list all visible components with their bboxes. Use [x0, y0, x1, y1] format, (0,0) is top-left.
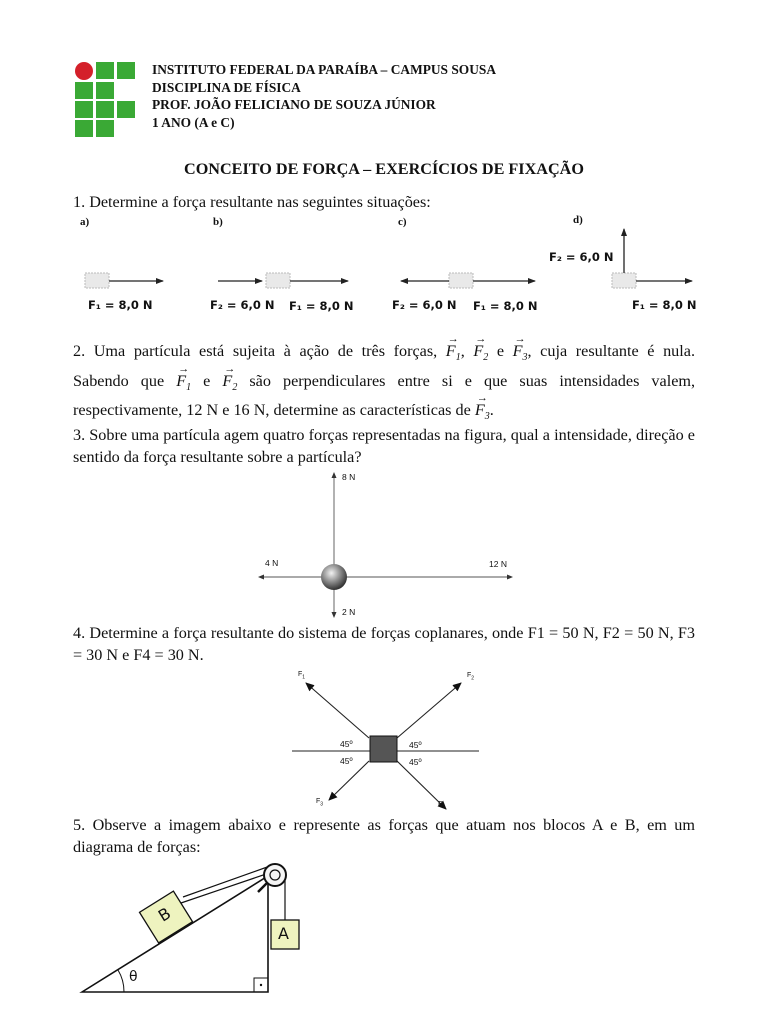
- panel-a-tag: a): [80, 216, 90, 228]
- panel-c-f1-label: F₁ = 8,0 N: [473, 299, 538, 313]
- panel-b-tag: b): [213, 216, 223, 228]
- q4-angle-lr: 45º: [409, 757, 422, 767]
- theta-label: θ: [129, 969, 138, 985]
- panel-c-f2-label: F₂ = 6,0 N: [392, 298, 457, 312]
- vector-f3: → $F_3$: [512, 333, 528, 364]
- panel-b-f1-label: F₁ = 8,0 N: [289, 299, 354, 313]
- header-line-institution: INSTITUTO FEDERAL DA PARAÍBA – CAMPUS SOUSA: [152, 62, 497, 77]
- panel-b-f2-label: F₂ = 6,0 N: [210, 298, 275, 312]
- force-down-label: 2 N: [342, 607, 356, 617]
- header-line-discipline: DISCIPLINA DE FÍSICA: [152, 79, 301, 95]
- header-line-class: 1 ANO (A e C): [152, 114, 235, 130]
- panel-c-tag: c): [398, 216, 407, 228]
- force-right-label: 12 N: [489, 559, 507, 569]
- header-line-professor: PROF. JOÃO FELICIANO DE SOUZA JÚNIOR: [152, 97, 436, 113]
- block-b-label: B: [154, 903, 175, 926]
- q4-angle-ur: 45º: [409, 740, 422, 750]
- force-left-label: 4 N: [265, 558, 279, 568]
- panel-d-tag: d): [573, 214, 583, 226]
- q4-f1-label: $F_1$: [298, 671, 306, 681]
- q4-angle-ul: 45º: [340, 739, 353, 749]
- question-3-text: 3. Sobre uma partícula agem quatro forças representadas na figura, qual a intensidade, direção e sentido da força resultante sobre a partícula?: [73, 426, 695, 467]
- panel-d-f2-label: F₂ = 6,0 N: [549, 250, 614, 264]
- question-4-text: 4. Determine a força resultante do sistema de forças coplanares, onde F1 = 50 N, F2 = 50 N, F3 = 30 N e F4 = 30 N.: [73, 624, 695, 665]
- question-5-text: 5. Observe a imagem abaixo e represente as forças que atuam nos blocos A e B, em um diagrama de forças:: [73, 816, 695, 857]
- panel-a-f1-label: F₁ = 8,0 N: [88, 298, 153, 312]
- question-2-text: 2. Uma partícula está sujeita à ação de três forças, → $F_1$, → $F_2$ e → $F_3$, cuja resultante é nula. Sabendo que → $F_1$ e → $F_2$ são perpendiculares entre si e que suas intensidades valem, respectivamente, 12 N e 16 N, determine as características de → $F_3$.: [73, 333, 696, 423]
- block-a-label: A: [278, 924, 289, 943]
- panel-d-f1-label: F₁ = 8,0 N: [632, 298, 697, 312]
- vector-f1: → $F_1$: [445, 333, 461, 364]
- q4-f2-label: $F_2$: [467, 672, 475, 682]
- q4-angle-ll: 45º: [340, 756, 353, 766]
- vector-f2: → $F_2$: [473, 333, 489, 364]
- q4-f4-label: $F_4$: [438, 801, 446, 811]
- question-1-text: 1. Determine a força resultante nas seguintes situações:: [73, 193, 431, 211]
- force-up-label: 8 N: [342, 472, 356, 482]
- q4-f3-label: $F_3$: [316, 798, 324, 808]
- page-title: CONCEITO DE FORÇA – EXERCÍCIOS DE FIXAÇÃO: [184, 160, 584, 178]
